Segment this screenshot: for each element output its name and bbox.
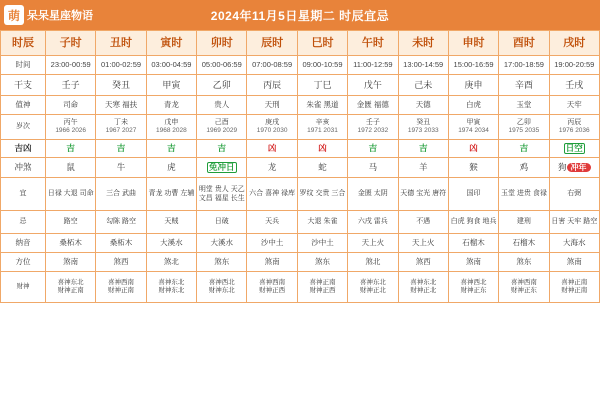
jixiong-badge: 日空 <box>565 142 583 153</box>
ji-cell: 不遇 <box>398 211 448 234</box>
caishen-cell: 喜神正南 财神正南 <box>549 272 599 303</box>
row-ganzhi <box>1 75 600 96</box>
nayin-cell: 桑柘木 <box>96 234 146 253</box>
caishen-cell: 喜神西南 财神正南 <box>96 272 146 303</box>
jixiong-badge: 凶 <box>267 142 277 153</box>
shen-cell: 天刑 <box>247 96 297 115</box>
ganzhi-cell: 丁巳 <box>297 75 347 96</box>
site-logo[interactable] <box>0 5 93 25</box>
jixiong-badge: 吉 <box>519 142 529 153</box>
ganzhi-cell: 壬子 <box>46 75 96 96</box>
shen-label: 值神 <box>1 96 46 115</box>
jixiong-cell <box>96 140 146 158</box>
yi-label: 宜 <box>1 178 46 211</box>
fangwei-cell: 煞东 <box>297 253 347 272</box>
chong-cell: 鸡 <box>499 158 549 178</box>
hour-cell[interactable]: 午时 <box>348 31 398 56</box>
yi-cell: 青龙 功曹 左辅 <box>146 178 196 211</box>
nayin-cell: 大溪水 <box>146 234 196 253</box>
shen-cell: 司命 <box>46 96 96 115</box>
ji-cell: 日害 天牢 路空 <box>549 211 599 234</box>
hour-cell[interactable]: 卯时 <box>197 31 247 56</box>
row-chong <box>1 158 600 178</box>
jixiong-cell <box>247 140 297 158</box>
chong-cell: 鼠 <box>46 158 96 178</box>
caishen-cell: 喜神东北 财神东北 <box>146 272 196 303</box>
time-range-cell: 19:00-20:59 <box>549 56 599 75</box>
jixiong-badge: 吉 <box>217 142 227 153</box>
hour-cell[interactable]: 未时 <box>398 31 448 56</box>
time-range-cell: 13:00-14:59 <box>398 56 448 75</box>
fangwei-cell: 煞南 <box>448 253 498 272</box>
hour-label: 时辰 <box>1 31 46 56</box>
logo-text: 呆呆星座物语 <box>27 10 93 22</box>
yi-cell: 三合 武曲 <box>96 178 146 211</box>
yi-cell: 明堂 贵人 天乙 文昌 福星 长生 <box>197 178 247 211</box>
fangwei-cell: 煞南 <box>46 253 96 272</box>
nayin-cell: 石榴木 <box>499 234 549 253</box>
nayin-cell: 天上火 <box>398 234 448 253</box>
yi-cell: 右弼 <box>549 178 599 211</box>
jixiong-badge: 吉 <box>116 142 126 153</box>
hour-cell[interactable]: 戌时 <box>549 31 599 56</box>
fangwei-cell: 煞东 <box>499 253 549 272</box>
chong-badge: 冲年 <box>567 163 591 172</box>
jixiong-badge: 吉 <box>418 142 428 153</box>
fangwei-cell: 煞西 <box>398 253 448 272</box>
page-header <box>0 0 600 30</box>
row-nayin <box>1 234 600 253</box>
jixiong-cell <box>549 140 599 158</box>
caishen-cell: 喜神东北 财神正北 <box>398 272 448 303</box>
shen-cell: 朱雀 黑道 <box>297 96 347 115</box>
nayin-cell: 天上火 <box>348 234 398 253</box>
hour-cell[interactable]: 丑时 <box>96 31 146 56</box>
chong-cell: 牛 <box>96 158 146 178</box>
time-range-cell: 23:00-00:59 <box>46 56 96 75</box>
shen-cell: 天牢 <box>549 96 599 115</box>
caishen-cell: 喜神西北 财神正东 <box>448 272 498 303</box>
row-time-range <box>1 56 600 75</box>
time-range-cell: 17:00-18:59 <box>499 56 549 75</box>
ganzhi-cell: 庚申 <box>448 75 498 96</box>
fangwei-cell: 煞南 <box>247 253 297 272</box>
nayin-cell: 沙中土 <box>247 234 297 253</box>
ganzhi-cell: 壬戌 <box>549 75 599 96</box>
ji-label: 忌 <box>1 211 46 234</box>
time-range-label: 时间 <box>1 56 46 75</box>
nayin-cell: 沙中土 <box>297 234 347 253</box>
nayin-cell: 大海水 <box>549 234 599 253</box>
hour-cell[interactable]: 寅时 <box>146 31 196 56</box>
row-year <box>1 115 600 140</box>
ganzhi-cell: 乙卯 <box>197 75 247 96</box>
year-cell: 壬子 1972 2032 <box>348 115 398 140</box>
jixiong-badge: 吉 <box>167 142 176 153</box>
year-cell: 庚戌 1970 2030 <box>247 115 297 140</box>
time-range-cell: 03:00-04:59 <box>146 56 196 75</box>
year-label: 岁次 <box>1 115 46 140</box>
time-range-cell: 11:00-12:59 <box>348 56 398 75</box>
time-range-cell: 01:00-02:59 <box>96 56 146 75</box>
hour-cell[interactable]: 巳时 <box>297 31 347 56</box>
shen-cell: 玉堂 <box>499 96 549 115</box>
jixiong-label: 吉凶 <box>1 140 46 158</box>
year-cell: 乙卯 1975 2035 <box>499 115 549 140</box>
ji-cell: 建刑 <box>499 211 549 234</box>
caishen-label: 财神 <box>1 272 46 303</box>
logo-badge: 萌 <box>4 5 24 25</box>
jixiong-cell <box>499 140 549 158</box>
year-cell: 己酉 1969 2029 <box>197 115 247 140</box>
nayin-cell: 石榴木 <box>448 234 498 253</box>
chong-cell: 虎 <box>146 158 196 178</box>
jixiong-badge: 吉 <box>368 142 378 153</box>
time-range-cell: 05:00-06:59 <box>197 56 247 75</box>
yi-cell: 玉堂 进贵 食禄 <box>499 178 549 211</box>
ganzhi-cell: 甲寅 <box>146 75 196 96</box>
jixiong-cell <box>297 140 347 158</box>
fangwei-cell: 煞西 <box>96 253 146 272</box>
hour-cell[interactable]: 酉时 <box>499 31 549 56</box>
yi-cell: 罗纹 交贵 三合 <box>297 178 347 211</box>
jixiong-badge: 凶 <box>318 142 327 153</box>
ji-cell: 天兵 <box>247 211 297 234</box>
row-fangwei <box>1 253 600 272</box>
ji-cell: 勾陈 路空 <box>96 211 146 234</box>
yi-cell: 日禄 大退 司命 <box>46 178 96 211</box>
chong-cell: 龙 <box>247 158 297 178</box>
yi-cell: 国印 <box>448 178 498 211</box>
chong-cell: 狗 冲年 <box>549 158 599 178</box>
ji-cell: 日破 <box>197 211 247 234</box>
row-jixiong <box>1 140 600 158</box>
yi-cell: 天德 宝光 唐符 <box>398 178 448 211</box>
year-cell: 丁未 1967 2027 <box>96 115 146 140</box>
page-title: 2024年11月5日星期二 时辰宜忌 <box>210 8 390 23</box>
yi-cell: 金匮 太阴 <box>348 178 398 211</box>
nayin-cell: 桑柘木 <box>46 234 96 253</box>
row-yi <box>1 178 600 211</box>
hour-cell[interactable]: 辰时 <box>247 31 297 56</box>
shen-cell: 贵人 <box>197 96 247 115</box>
year-cell: 甲寅 1974 2034 <box>448 115 498 140</box>
shen-cell: 白虎 <box>448 96 498 115</box>
yi-cell: 六合 喜神 禄库 <box>247 178 297 211</box>
chong-cell: 猴 <box>448 158 498 178</box>
ganzhi-cell: 辛酉 <box>499 75 549 96</box>
hour-cell[interactable]: 申时 <box>448 31 498 56</box>
ganzhi-cell: 己未 <box>398 75 448 96</box>
chong-label: 冲煞 <box>1 158 46 178</box>
ji-cell: 路空 <box>46 211 96 234</box>
ganzhi-cell: 戊午 <box>348 75 398 96</box>
ji-cell: 天贼 <box>146 211 196 234</box>
ganzhi-cell: 癸丑 <box>96 75 146 96</box>
chong-cell: 马 <box>348 158 398 178</box>
row-ji-taboo <box>1 211 600 234</box>
hour-fortune-table <box>0 30 600 303</box>
ganzhi-cell: 丙辰 <box>247 75 297 96</box>
jixiong-cell <box>348 140 398 158</box>
jixiong-cell <box>146 140 196 158</box>
caishen-cell: 喜神东北 财神正南 <box>46 272 96 303</box>
time-range-cell: 09:00-10:59 <box>297 56 347 75</box>
shen-cell: 金匮 福德 <box>348 96 398 115</box>
fangwei-cell: 煞东 <box>197 253 247 272</box>
ji-cell: 六戌 雷兵 <box>348 211 398 234</box>
nayin-label: 纳音 <box>1 234 46 253</box>
fangwei-cell: 煞北 <box>146 253 196 272</box>
chong-cell: 蛇 <box>297 158 347 178</box>
row-caishen <box>1 272 600 303</box>
year-cell: 癸丑 1973 2033 <box>398 115 448 140</box>
caishen-cell: 喜神东北 财神正北 <box>348 272 398 303</box>
chong-cell: 羊 <box>398 158 448 178</box>
chong-badge: 免冲日 <box>209 161 235 172</box>
year-cell: 辛亥 1971 2031 <box>297 115 347 140</box>
hour-cell[interactable]: 子时 <box>46 31 96 56</box>
year-cell: 丙辰 1976 2036 <box>549 115 599 140</box>
time-range-cell: 07:00-08:59 <box>247 56 297 75</box>
time-range-cell: 15:00-16:59 <box>448 56 498 75</box>
chong-cell <box>197 158 247 178</box>
jixiong-cell <box>197 140 247 158</box>
jixiong-cell <box>448 140 498 158</box>
shen-cell: 天德 <box>398 96 448 115</box>
jixiong-badge: 吉 <box>66 142 75 153</box>
year-cell: 丙午 1966 2026 <box>46 115 96 140</box>
ganzhi-label: 干支 <box>1 75 46 96</box>
row-shen <box>1 96 600 115</box>
shen-cell: 青龙 <box>146 96 196 115</box>
ji-cell: 大退 朱雀 <box>297 211 347 234</box>
caishen-cell: 喜神正南 财神正西 <box>297 272 347 303</box>
caishen-cell: 喜神西南 财神正西 <box>247 272 297 303</box>
year-cell: 戊申 1968 2028 <box>146 115 196 140</box>
shen-cell: 天寒 福扶 <box>96 96 146 115</box>
jixiong-cell <box>398 140 448 158</box>
fangwei-label: 方位 <box>1 253 46 272</box>
caishen-cell: 喜神西北 财神东北 <box>197 272 247 303</box>
nayin-cell: 大溪水 <box>197 234 247 253</box>
jixiong-badge: 凶 <box>469 142 478 153</box>
row-hour <box>1 31 600 56</box>
fangwei-cell: 煞北 <box>348 253 398 272</box>
caishen-cell: 喜神西南 财神正东 <box>499 272 549 303</box>
jixiong-cell <box>46 140 96 158</box>
ji-cell: 白虎 狗食 地兵 <box>448 211 498 234</box>
fangwei-cell: 煞南 <box>549 253 599 272</box>
